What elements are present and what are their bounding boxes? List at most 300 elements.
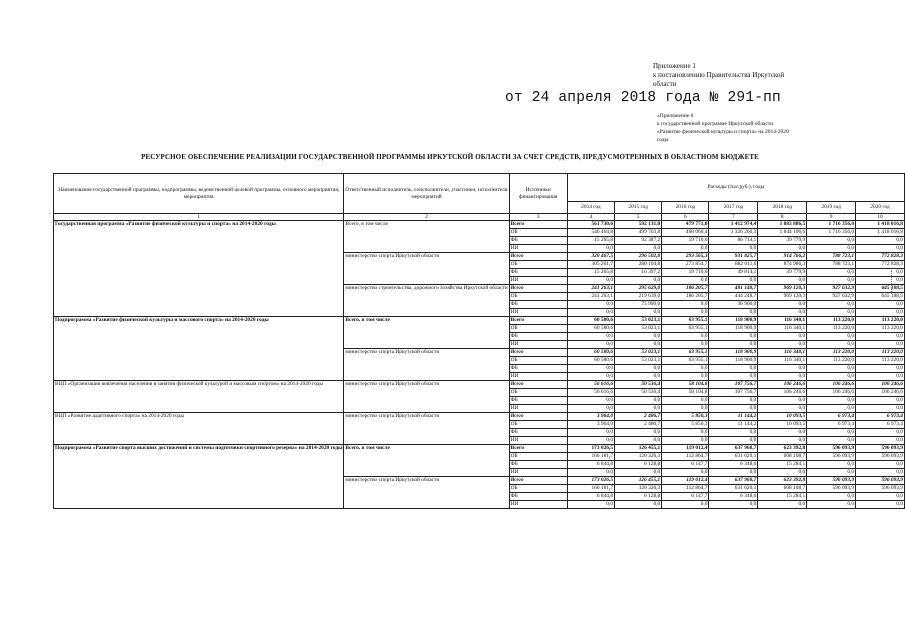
amount-cell: 0,0 bbox=[758, 245, 807, 253]
scan-margin-mark bbox=[891, 270, 893, 294]
document-title: РЕСУРСНОЕ ОБЕСПЕЧЕНИЕ РЕАЛИЗАЦИИ ГОСУДАРСТВЕННОЙ ПРОГРАММЫ ИРКУТСКОЙ ОБЛАСТИ ЗА СЧЕТ СРЕДСТВ, ПРЕДУСМОТРЕННЫХ В ОБЛАСТНОМ БЮДЖЕТЕ bbox=[141, 153, 759, 161]
amount-cell: 0,0 bbox=[758, 469, 807, 477]
amount-cell: 596 093,9 bbox=[807, 477, 856, 485]
table-row bbox=[54, 413, 905, 421]
amount-cell: 58 104,8 bbox=[662, 381, 709, 389]
funding-source: ОБ bbox=[509, 261, 567, 269]
executor-name: министерство спорта Иркутской области bbox=[344, 477, 509, 509]
amount-cell: 0,0 bbox=[662, 365, 709, 373]
column-number: 9 bbox=[807, 214, 856, 221]
amount-cell: 927 632,9 bbox=[807, 293, 856, 301]
amount-cell: 0,0 bbox=[662, 333, 709, 341]
amount-cell: 0,0 bbox=[615, 333, 662, 341]
amount-cell: 16 397,2 bbox=[615, 269, 662, 277]
amount-cell: 53 023,1 bbox=[615, 349, 662, 357]
amount-cell: 0,0 bbox=[709, 469, 758, 477]
amount-cell: 107 756,7 bbox=[709, 389, 758, 397]
amount-cell: 608 108,7 bbox=[758, 453, 807, 461]
amount-cell: 0,0 bbox=[615, 309, 662, 317]
amount-cell: 15 265,8 bbox=[567, 237, 614, 245]
program-name: Подпрограмма «Развитие спорта высших достижений и системы подготовки спортивного резерва» на 2014-2020 годы bbox=[54, 445, 344, 509]
table-row bbox=[54, 221, 905, 229]
funding-source: ИИ bbox=[509, 341, 567, 349]
amount-cell: 0,0 bbox=[807, 429, 856, 437]
amount-cell: 631 620,1 bbox=[709, 485, 758, 493]
amount-cell: 116 340,1 bbox=[758, 357, 807, 365]
amount-cell: 0,0 bbox=[709, 365, 758, 373]
amount-cell: 460 060,4 bbox=[662, 229, 709, 237]
funding-source: ФБ bbox=[509, 269, 567, 277]
amount-cell: 113 220,0 bbox=[856, 325, 905, 333]
amount-cell: 0,0 bbox=[856, 365, 905, 373]
amount-cell: 113 220,0 bbox=[807, 349, 856, 357]
amount-cell: 637 968,7 bbox=[709, 477, 758, 485]
amount-cell: 19 710,6 bbox=[662, 237, 709, 245]
funding-source: ИИ bbox=[509, 469, 567, 477]
amount-cell: 60 580,6 bbox=[567, 349, 614, 357]
amount-cell: 0,0 bbox=[662, 341, 709, 349]
amount-cell: 0,0 bbox=[856, 429, 905, 437]
amount-cell: 280 104,8 bbox=[615, 261, 662, 269]
executor-name: министерство спорта Иркутской области bbox=[344, 253, 509, 285]
funding-source: Всего bbox=[509, 381, 567, 389]
amount-cell: 0,0 bbox=[758, 333, 807, 341]
amount-cell: 6 973,4 bbox=[807, 413, 856, 421]
year-header: 2020 год bbox=[856, 202, 905, 214]
amount-cell: 39 779,9 bbox=[758, 237, 807, 245]
funding-source: ИИ bbox=[509, 437, 567, 445]
amount-cell: 0,0 bbox=[856, 301, 905, 309]
column-number: 3 bbox=[509, 214, 567, 221]
amount-cell: 1 883 886,5 bbox=[758, 221, 807, 229]
amount-cell: 0,0 bbox=[615, 365, 662, 373]
amount-cell: 0,0 bbox=[807, 301, 856, 309]
amount-cell: 6 973,4 bbox=[856, 421, 905, 429]
amount-cell: 119 012,4 bbox=[662, 445, 709, 453]
amount-cell: 0,0 bbox=[662, 397, 709, 405]
executor-name: Всего, в том числе bbox=[344, 445, 509, 477]
sub-appendix-2: к государственной программе Иркутской области bbox=[657, 121, 774, 127]
amount-cell: 107 756,7 bbox=[709, 381, 758, 389]
amount-cell: 6 844,8 bbox=[567, 493, 614, 501]
amount-cell: 0,0 bbox=[709, 309, 758, 317]
amount-cell: 92 387,2 bbox=[615, 237, 662, 245]
column-number: 1 bbox=[54, 214, 344, 221]
amount-cell: 6 348,6 bbox=[709, 493, 758, 501]
funding-source: ИИ bbox=[509, 373, 567, 381]
amount-cell: 112 864,7 bbox=[662, 485, 709, 493]
amount-cell: 113 220,0 bbox=[856, 317, 905, 325]
program-name: ВЦП «Развитие адаптивного спорта» на 2014-2020 годы bbox=[54, 413, 344, 445]
amount-cell: 0,0 bbox=[615, 245, 662, 253]
amount-cell: 118 900,9 bbox=[709, 357, 758, 365]
funding-source: ФБ bbox=[509, 429, 567, 437]
amount-cell: 0,0 bbox=[856, 405, 905, 413]
funding-source: ФБ bbox=[509, 333, 567, 341]
funding-source: ИИ bbox=[509, 405, 567, 413]
amount-cell: 0,0 bbox=[709, 437, 758, 445]
amount-cell: 295 629,0 bbox=[615, 285, 662, 293]
amount-cell: 320 467,5 bbox=[567, 253, 614, 261]
amount-cell: 5 850,3 bbox=[662, 413, 709, 421]
funding-source: ИИ bbox=[509, 277, 567, 285]
amount-cell: 0,0 bbox=[662, 301, 709, 309]
amount-cell: 0,0 bbox=[807, 269, 856, 277]
amount-cell: 6 844,8 bbox=[567, 461, 614, 469]
amount-cell: 120 326,3 bbox=[615, 485, 662, 493]
amount-cell: 241 263,1 bbox=[567, 293, 614, 301]
amount-cell: 1 418 016,8 bbox=[856, 221, 905, 229]
amount-cell: 0,0 bbox=[567, 405, 614, 413]
table-row bbox=[54, 381, 905, 389]
amount-cell: 0,0 bbox=[709, 373, 758, 381]
amount-cell: 166 181,7 bbox=[567, 485, 614, 493]
funding-source: Всего bbox=[509, 253, 567, 261]
funding-source: Всего bbox=[509, 221, 567, 229]
amount-cell: 50 536,4 bbox=[615, 389, 662, 397]
column-number: 10 bbox=[856, 214, 905, 221]
column-number: 4 bbox=[567, 214, 614, 221]
amount-cell: 0,0 bbox=[567, 333, 614, 341]
amount-cell: 0,0 bbox=[856, 437, 905, 445]
amount-cell: 116 340,1 bbox=[758, 325, 807, 333]
amount-cell: 0,0 bbox=[856, 461, 905, 469]
amount-cell: 49 814,1 bbox=[709, 269, 758, 277]
funding-source: ФБ bbox=[509, 365, 567, 373]
amount-cell: 0,0 bbox=[807, 277, 856, 285]
amount-cell: 0,0 bbox=[567, 301, 614, 309]
amount-cell: 6 973,4 bbox=[856, 413, 905, 421]
amount-cell: 63 955,1 bbox=[662, 349, 709, 357]
amount-cell: 479 771,0 bbox=[662, 221, 709, 229]
amount-cell: 0,0 bbox=[615, 469, 662, 477]
funding-source: ФБ bbox=[509, 461, 567, 469]
amount-cell: 0,0 bbox=[807, 245, 856, 253]
program-name: ВЦП «Организация вовлечения населения в занятия физической культурой и массовым спортом» на 2014-2020 годы bbox=[54, 381, 344, 413]
amount-cell: 118 900,9 bbox=[709, 317, 758, 325]
header-executor: Ответственный исполнитель, соисполнители, участники, исполнители мероприятий bbox=[344, 174, 509, 214]
funding-source: ОБ bbox=[509, 229, 567, 237]
amount-cell: 561 730,6 bbox=[567, 221, 614, 229]
amount-cell: 15 265,8 bbox=[567, 269, 614, 277]
amount-cell: 6 147,7 bbox=[662, 493, 709, 501]
amount-cell: 0,0 bbox=[758, 397, 807, 405]
funding-source: ИИ bbox=[509, 245, 567, 253]
executor-name: Всего, в том числе bbox=[344, 221, 509, 253]
amount-cell: 118 900,9 bbox=[709, 325, 758, 333]
funding-source: Всего bbox=[509, 285, 567, 293]
amount-cell: 0,0 bbox=[662, 501, 709, 509]
amount-cell: 3 964,0 bbox=[567, 421, 614, 429]
amount-cell: 1 716 356,0 bbox=[807, 229, 856, 237]
amount-cell: 0,0 bbox=[662, 245, 709, 253]
sub-appendix-4: годы bbox=[657, 137, 669, 143]
column-number: 6 bbox=[662, 214, 709, 221]
amount-cell: 0,0 bbox=[856, 341, 905, 349]
resource-table bbox=[53, 173, 905, 509]
amount-cell: 126 455,1 bbox=[615, 477, 662, 485]
amount-cell: 1 412 974,4 bbox=[709, 221, 758, 229]
amount-cell: 0,0 bbox=[758, 309, 807, 317]
amount-cell: 0,0 bbox=[807, 341, 856, 349]
amount-cell: 0,0 bbox=[807, 501, 856, 509]
amount-cell: 241 263,1 bbox=[567, 285, 614, 293]
funding-source: Всего bbox=[509, 317, 567, 325]
column-number: 5 bbox=[615, 214, 662, 221]
amount-cell: 2 486,7 bbox=[615, 413, 662, 421]
program-name: Государственная программа «Развитие физической культуры и спорта» на 2014-2020 годы bbox=[54, 221, 344, 317]
amount-cell: 113 220,0 bbox=[807, 357, 856, 365]
funding-source: Всего bbox=[509, 349, 567, 357]
amount-cell: 0,0 bbox=[758, 341, 807, 349]
amount-cell: 0,0 bbox=[567, 365, 614, 373]
amount-cell: 10 093,5 bbox=[758, 413, 807, 421]
amount-cell: 0,0 bbox=[856, 493, 905, 501]
amount-cell: 3 964,0 bbox=[567, 413, 614, 421]
amount-cell: 0,0 bbox=[709, 245, 758, 253]
amount-cell: 0,0 bbox=[567, 501, 614, 509]
amount-cell: 112 864,7 bbox=[662, 453, 709, 461]
amount-cell: 0,0 bbox=[709, 429, 758, 437]
amount-cell: 6 128,8 bbox=[615, 461, 662, 469]
amount-cell: 772 828,3 bbox=[856, 261, 905, 269]
amount-cell: 219 639,0 bbox=[615, 293, 662, 301]
amount-cell: 0,0 bbox=[567, 277, 614, 285]
amount-cell: 106 246,6 bbox=[807, 381, 856, 389]
amount-cell: 126 455,1 bbox=[615, 445, 662, 453]
amount-cell: 2 486,7 bbox=[615, 421, 662, 429]
resolution-stamp: от 24 апреля 2018 года № 291-пп bbox=[505, 90, 781, 106]
amount-cell: 113 220,0 bbox=[807, 317, 856, 325]
amount-cell: 60 580,6 bbox=[567, 325, 614, 333]
amount-cell: 293 565,3 bbox=[662, 253, 709, 261]
year-header: 2018 год bbox=[758, 202, 807, 214]
amount-cell: 481 148,7 bbox=[709, 285, 758, 293]
amount-cell: 113 220,0 bbox=[807, 325, 856, 333]
amount-cell: 53 023,1 bbox=[615, 325, 662, 333]
amount-cell: 0,0 bbox=[615, 373, 662, 381]
amount-cell: 637 968,7 bbox=[709, 445, 758, 453]
year-header: 2014 год bbox=[567, 202, 614, 214]
amount-cell: 0,0 bbox=[807, 461, 856, 469]
amount-cell: 296 502,0 bbox=[615, 253, 662, 261]
funding-source: ФБ bbox=[509, 301, 567, 309]
amount-cell: 113 220,0 bbox=[856, 349, 905, 357]
appendix-line-3: области bbox=[653, 80, 677, 88]
executor-name: министерство спорта Иркутской области bbox=[344, 381, 509, 413]
executor-name: министерство спорта Иркутской области bbox=[344, 349, 509, 381]
header-expenses: Расходы (тыс.руб.), годы bbox=[567, 174, 904, 202]
amount-cell: 0,0 bbox=[856, 269, 905, 277]
amount-cell: 0,0 bbox=[856, 501, 905, 509]
appendix-label: Приложение 1 bbox=[653, 62, 696, 70]
amount-cell: 6 973,4 bbox=[807, 421, 856, 429]
funding-source: ОБ bbox=[509, 485, 567, 493]
amount-cell: 0,0 bbox=[807, 405, 856, 413]
amount-cell: 0,0 bbox=[567, 429, 614, 437]
year-header: 2016 год bbox=[662, 202, 709, 214]
amount-cell: 60 580,6 bbox=[567, 317, 614, 325]
amount-cell: 0,0 bbox=[662, 469, 709, 477]
amount-cell: 882 011,6 bbox=[709, 261, 758, 269]
amount-cell: 106 246,6 bbox=[758, 381, 807, 389]
funding-source: Всего bbox=[509, 413, 567, 421]
amount-cell: 0,0 bbox=[856, 469, 905, 477]
amount-cell: 53 023,1 bbox=[615, 357, 662, 365]
amount-cell: 596 093,9 bbox=[856, 477, 905, 485]
amount-cell: 0,0 bbox=[758, 501, 807, 509]
appendix-line-2: к постановлению Правительства Иркутской bbox=[653, 71, 785, 79]
amount-cell: 58 104,8 bbox=[662, 389, 709, 397]
column-number: 8 bbox=[758, 214, 807, 221]
amount-cell: 623 392,8 bbox=[758, 445, 807, 453]
amount-cell: 0,0 bbox=[758, 437, 807, 445]
amount-cell: 596 093,9 bbox=[856, 445, 905, 453]
amount-cell: 0,0 bbox=[662, 429, 709, 437]
amount-cell: 0,0 bbox=[567, 373, 614, 381]
amount-cell: 0,0 bbox=[709, 397, 758, 405]
funding-source: ОБ bbox=[509, 357, 567, 365]
amount-cell: 0,0 bbox=[807, 333, 856, 341]
amount-cell: 116 340,1 bbox=[758, 349, 807, 357]
funding-source: ФБ bbox=[509, 493, 567, 501]
amount-cell: 1 418 016,8 bbox=[856, 229, 905, 237]
funding-source: ОБ bbox=[509, 325, 567, 333]
amount-cell: 173 026,5 bbox=[567, 445, 614, 453]
amount-cell: 120 326,3 bbox=[615, 453, 662, 461]
amount-cell: 11 144,2 bbox=[709, 413, 758, 421]
amount-cell: 0,0 bbox=[567, 437, 614, 445]
amount-cell: 15 284,1 bbox=[758, 461, 807, 469]
program-name: Подпрограмма «Развитие физической культуры и массового спорта» на 2014-2020 годы bbox=[54, 317, 344, 381]
amount-cell: 53 023,1 bbox=[615, 317, 662, 325]
amount-cell: 596 093,9 bbox=[807, 453, 856, 461]
amount-cell: 0,0 bbox=[856, 237, 905, 245]
amount-cell: 596 093,9 bbox=[807, 445, 856, 453]
amount-cell: 0,0 bbox=[758, 373, 807, 381]
header-name: Наименование государственной программы, подпрограммы, ведомственной целевой программы, основного мероприятия, мероприятия bbox=[54, 174, 344, 214]
amount-cell: 0,0 bbox=[662, 373, 709, 381]
amount-cell: 106 246,6 bbox=[807, 389, 856, 397]
amount-cell: 444 248,7 bbox=[709, 293, 758, 301]
amount-cell: 0,0 bbox=[615, 277, 662, 285]
year-header: 2019 год bbox=[807, 202, 856, 214]
amount-cell: 0,0 bbox=[567, 341, 614, 349]
amount-cell: 0,0 bbox=[615, 429, 662, 437]
amount-cell: 86 714,1 bbox=[709, 237, 758, 245]
amount-cell: 772 828,3 bbox=[856, 253, 905, 261]
header-source: Источники финансирования bbox=[509, 174, 567, 214]
executor-name: министерство строительства, дорожного хозяйства Иркутской области bbox=[344, 285, 509, 317]
amount-cell: 50 536,4 bbox=[615, 381, 662, 389]
amount-cell: 0,0 bbox=[856, 277, 905, 285]
amount-cell: 6 348,6 bbox=[709, 461, 758, 469]
funding-source: Всего bbox=[509, 445, 567, 453]
amount-cell: 0,0 bbox=[567, 309, 614, 317]
amount-cell: 0,0 bbox=[709, 501, 758, 509]
amount-cell: 0,0 bbox=[709, 405, 758, 413]
amount-cell: 0,0 bbox=[807, 493, 856, 501]
amount-cell: 927 632,9 bbox=[807, 285, 856, 293]
amount-cell: 0,0 bbox=[709, 341, 758, 349]
amount-cell: 623 392,8 bbox=[758, 477, 807, 485]
funding-source: ОБ bbox=[509, 389, 567, 397]
amount-cell: 6 128,8 bbox=[615, 493, 662, 501]
funding-source: ИИ bbox=[509, 309, 567, 317]
amount-cell: 0,0 bbox=[615, 501, 662, 509]
amount-cell: 0,0 bbox=[807, 365, 856, 373]
amount-cell: 0,0 bbox=[807, 469, 856, 477]
amount-cell: 1 326 260,3 bbox=[709, 229, 758, 237]
amount-cell: 645 188,5 bbox=[856, 285, 905, 293]
column-number: 2 bbox=[344, 214, 509, 221]
funding-source: ОБ bbox=[509, 293, 567, 301]
funding-source: ФБ bbox=[509, 397, 567, 405]
amount-cell: 0,0 bbox=[807, 437, 856, 445]
amount-cell: 0,0 bbox=[615, 341, 662, 349]
amount-cell: 0,0 bbox=[856, 333, 905, 341]
amount-cell: 788 723,1 bbox=[807, 253, 856, 261]
amount-cell: 0,0 bbox=[662, 277, 709, 285]
amount-cell: 39 779,9 bbox=[758, 269, 807, 277]
amount-cell: 499 763,8 bbox=[615, 229, 662, 237]
amount-cell: 914 766,2 bbox=[758, 253, 807, 261]
amount-cell: 56 616,6 bbox=[567, 389, 614, 397]
amount-cell: 63 955,1 bbox=[662, 325, 709, 333]
amount-cell: 186 205,7 bbox=[662, 293, 709, 301]
amount-cell: 596 093,9 bbox=[856, 453, 905, 461]
amount-cell: 0,0 bbox=[615, 405, 662, 413]
amount-cell: 0,0 bbox=[758, 429, 807, 437]
amount-cell: 0,0 bbox=[758, 301, 807, 309]
amount-cell: 0,0 bbox=[758, 277, 807, 285]
amount-cell: 0,0 bbox=[615, 437, 662, 445]
amount-cell: 0,0 bbox=[709, 277, 758, 285]
amount-cell: 56 616,6 bbox=[567, 381, 614, 389]
amount-cell: 969 120,3 bbox=[758, 293, 807, 301]
amount-cell: 116 340,1 bbox=[758, 317, 807, 325]
funding-source: Всего bbox=[509, 477, 567, 485]
amount-cell: 106 246,6 bbox=[856, 381, 905, 389]
amount-cell: 1 844 106,6 bbox=[758, 229, 807, 237]
sub-appendix-3: «Развитие физической культуры и спорта» на 2014-2020 bbox=[657, 129, 789, 135]
amount-cell: 63 955,1 bbox=[662, 317, 709, 325]
amount-cell: 6 147,7 bbox=[662, 461, 709, 469]
amount-cell: 5 850,3 bbox=[662, 421, 709, 429]
sub-appendix-1: «Приложение 8 bbox=[657, 113, 694, 119]
amount-cell: 788 723,1 bbox=[807, 261, 856, 269]
executor-name: министерство спорта Иркутской области bbox=[344, 413, 509, 445]
amount-cell: 0,0 bbox=[807, 237, 856, 245]
amount-cell: 596 093,9 bbox=[807, 485, 856, 493]
amount-cell: 0,0 bbox=[567, 469, 614, 477]
amount-cell: 173 026,5 bbox=[567, 477, 614, 485]
amount-cell: 874 986,3 bbox=[758, 261, 807, 269]
funding-source: ИИ bbox=[509, 501, 567, 509]
amount-cell: 36 900,0 bbox=[709, 301, 758, 309]
amount-cell: 305 201,7 bbox=[567, 261, 614, 269]
funding-source: ОБ bbox=[509, 421, 567, 429]
table-row bbox=[54, 317, 905, 325]
amount-cell: 0,0 bbox=[758, 405, 807, 413]
amount-cell: 11 144,2 bbox=[709, 421, 758, 429]
amount-cell: 546 464,8 bbox=[567, 229, 614, 237]
amount-cell: 0,0 bbox=[567, 397, 614, 405]
amount-cell: 0,0 bbox=[709, 333, 758, 341]
amount-cell: 166 181,7 bbox=[567, 453, 614, 461]
amount-cell: 0,0 bbox=[662, 309, 709, 317]
amount-cell: 0,0 bbox=[807, 309, 856, 317]
